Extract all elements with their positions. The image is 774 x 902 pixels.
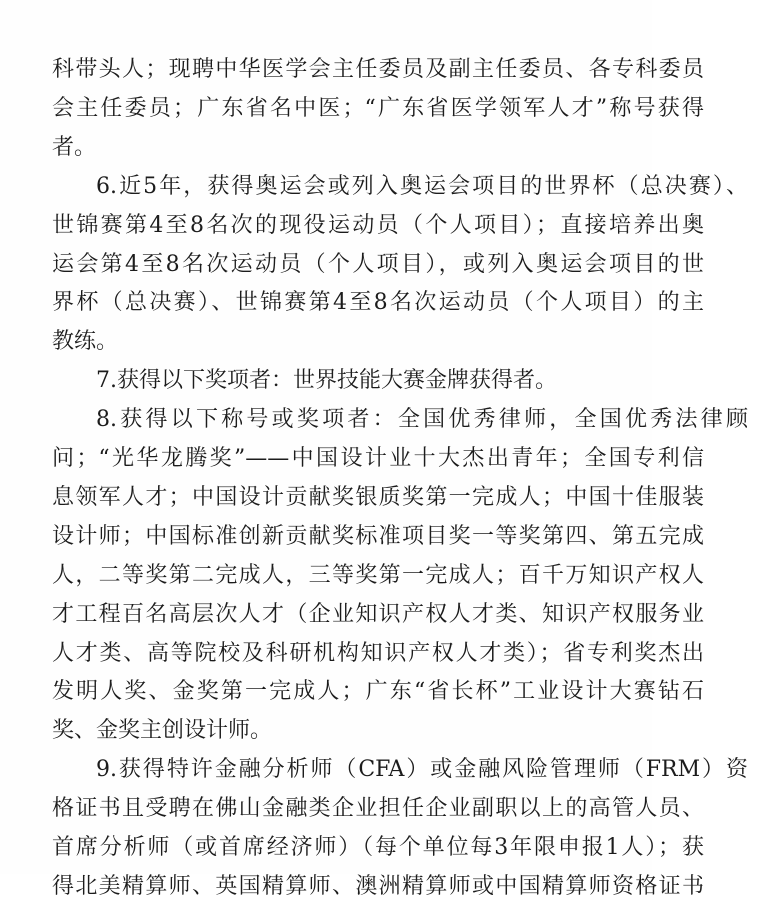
text-line-9: 7.获得以下奖项者：世界技能大赛金牌获得者。 [96, 368, 557, 393]
text-line-5: 世锦赛第4至8名次的现役运动员（个人项目）；直接培养出奥 [52, 213, 704, 238]
text-line-20: 格证书且受聘在佛山金融类企业担任企业副职以上的高管人员、 [52, 796, 704, 821]
text-line-4: 6.近5年，获得奥运会或列入奥运会项目的世界杯（总决赛）、 [96, 174, 748, 199]
text-line-2: 会主任委员；广东省名中医；“广东省医学领军人才”称号获得 [52, 96, 704, 121]
text-line-6: 运会第4至8名次运动员（个人项目），或列入奥运会项目的世 [52, 252, 704, 277]
text-line-18: 奖、金奖主创设计师。 [52, 718, 273, 743]
text-line-8: 教练。 [52, 329, 119, 354]
text-line-22: 得北美精算师、英国精算师、澳洲精算师或中国精算师资格证书 [52, 874, 704, 899]
text-line-19: 9.获得特许金融分析师（CFA）或金融风险管理师（FRM）资 [96, 757, 748, 782]
text-line-12: 息领军人才；中国设计贡献奖银质奖第一完成人；中国十佳服装 [52, 485, 704, 510]
text-line-13: 设计师；中国标准创新贡献奖标准项目奖一等奖第四、第五完成 [52, 524, 704, 549]
text-line-16: 人才类、高等院校及科研机构知识产权人才类）；省专利奖杰出 [52, 641, 704, 666]
text-line-3: 者。 [52, 135, 97, 160]
text-line-21: 首席分析师（或首席经济师）（每个单位每3年限申报1人）；获 [52, 835, 704, 860]
text-line-7: 界杯（总决赛）、世锦赛第4至8名次运动员（个人项目）的主 [52, 290, 704, 315]
text-line-1: 科带头人；现聘中华医学会主任委员及副主任委员、各专科委员 [52, 57, 704, 82]
text-line-10: 8.获得以下称号或奖项者：全国优秀律师，全国优秀法律顾 [96, 407, 748, 432]
text-line-17: 发明人奖、金奖第一完成人；广东“省长杯”工业设计大赛钻石 [52, 679, 704, 704]
text-line-11: 问；“光华龙腾奖”——中国设计业十大杰出青年；全国专利信 [52, 446, 704, 471]
text-line-15: 才工程百名高层次人才（企业知识产权人才类、知识产权服务业 [52, 602, 704, 627]
text-line-14: 人，二等奖第二完成人，三等奖第一完成人；百千万知识产权人 [52, 563, 704, 588]
